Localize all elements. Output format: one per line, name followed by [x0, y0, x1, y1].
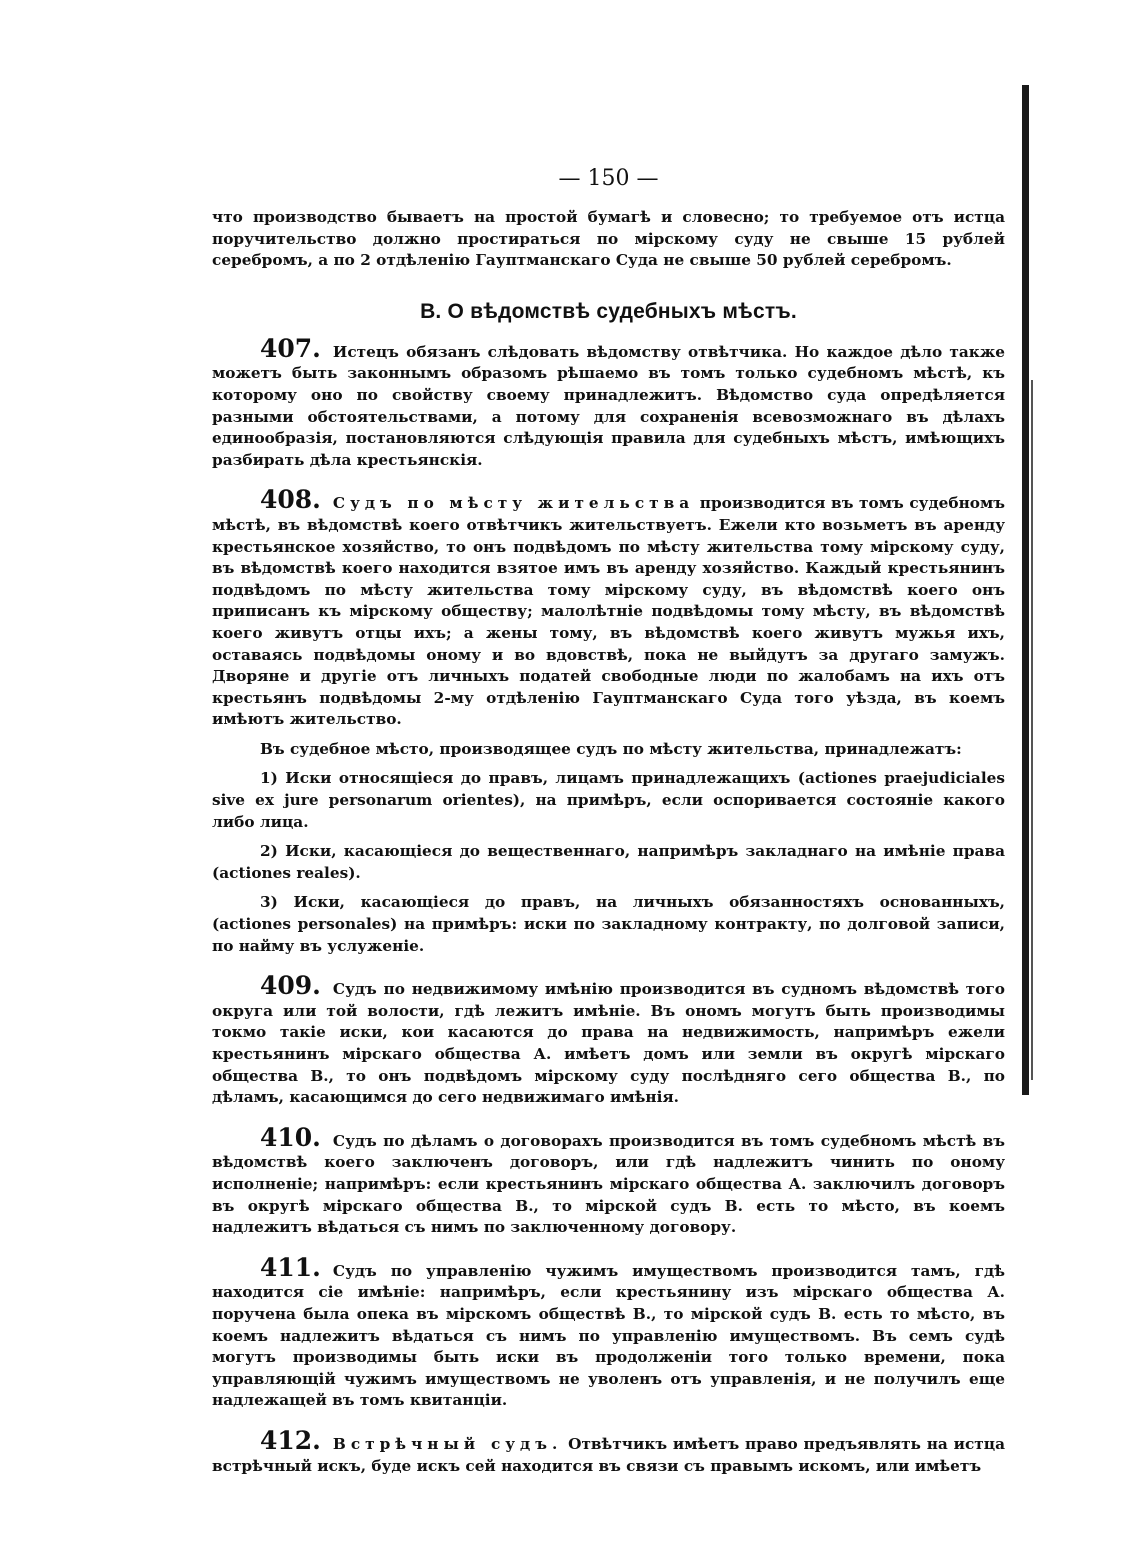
list-item: 3) Иски, касающіеся до правъ, на личныхъ обязанностяхъ основанныхъ, (actiones personales) на примѣръ: иски по закладному контракту, по долговой записи, по найму въ услуженіе.: [212, 893, 1005, 955]
page-edge-shadow: [1022, 85, 1029, 1095]
article-text: Судъ по управленію чужимъ имуществомъ производится тамъ, гдѣ находится сіе имѣніе: напримѣръ, если крестьянину изъ мірскаго общества А. поручена была опека въ мірскомъ обществѣ В., то мірской судъ В. есть то мѣсто, въ коемъ надлежитъ вѣдаться съ нимъ по управленію имуществомъ. Въ семъ судѣ могутъ производимы быть иски въ продолженіи того только времени, пока управляющій чужимъ имуществомъ не уволенъ отъ управленія, и не получилъ еще надлежащей въ томъ квитанціи.: [212, 1261, 1005, 1410]
article-number: 412.: [260, 1425, 321, 1455]
article-text: Судъ по недвижимому имѣнію производится въ судномъ вѣдомствѣ того округа или той волости, гдѣ лежитъ имѣніе. Въ ономъ могутъ быть производимы токмо такіе иски, кои касаются до права на недвижимость, напримѣръ ежели крестьянинъ мірскаго общества А. имѣетъ домъ или земли въ округѣ мірскаго общества В., то онъ подвѣдомъ мірскому суду послѣдняго сего общества В., по дѣламъ, касающимся до сего недвижимаго имѣнія.: [212, 980, 1005, 1107]
article-number: 408.: [260, 485, 321, 515]
article-title: Встрѣчный судъ.: [332, 1434, 563, 1453]
continuation-paragraph: что производство бываетъ на простой бумагѣ и словесно; то требуемое отъ истца поручительство должно простираться по мірскому суду не свыше 15 рублей серебромъ, а по 2 отдѣленію Гауптманскаго Суда не свыше 50 рублей серебромъ.: [212, 208, 1005, 270]
article-text: Судъ по дѣламъ о договорахъ производится въ томъ судебномъ мѣстѣ въ вѣдомствѣ коего заключенъ договоръ, или гдѣ надлежитъ чинить по оному исполненіе; напримѣръ: если крестьянинъ мірскаго общества А. заключилъ договоръ въ округѣ мірскаго общества В., то мірской судъ В. есть то мѣсто, въ коемъ надлежитъ вѣдаться съ нимъ по заключенному договору.: [212, 1131, 1005, 1237]
article-408: [212, 485, 1006, 957]
list-item: 2) Иски, касающіеся до вещественнаго, напримѣръ закладнаго на имѣніе права (actiones reales).: [212, 842, 1005, 882]
list-item: 1) Иски относящіеся до правъ, лицамъ принадлежащихъ (actiones praejudiciales sive ex jure personarum orientes), на примѣръ, если оспоривается состояніе какого либо лица.: [212, 769, 1005, 831]
article-text: производится въ томъ судебномъ мѣстѣ, въ вѣдомствѣ коего отвѣтчикъ жительствуетъ. Ежели кто возьметъ въ аренду крестьянское хозяйство, то онъ подвѣдомъ по мѣсту жительства тому мірскому суду, въ вѣдомствѣ коего находится взятое имъ въ аренду хозяйство. Каждый крестьянинъ подвѣдомъ по мѣсту жительства тому мірскому суду, въ вѣдомствѣ коего онъ приписанъ къ мірскому обществу; малолѣтніе подвѣдомы тому мѣсту, въ вѣдомствѣ коего живутъ отцы ихъ; а жены тому, въ вѣдомствѣ коего живутъ мужья ихъ, оставаясь подвѣдомы оному и во вдовствѣ, пока не выйдутъ за другаго замужъ. Дворяне и другіе отъ личныхъ податей свободные люди по жалобамъ на ихъ отъ крестьянъ подвѣдомы 2-му отдѣленію Гауптманскаго Суда того уѣзда, въ коемъ имѣютъ жительство.: [212, 494, 1006, 729]
article-lead: Въ судебное мѣсто, производящее судъ по мѣсту жительства, принадлежатъ:: [260, 739, 962, 758]
article-text: Отвѣтчикъ имѣетъ право предъявлять на истца встрѣчный искъ, буде искъ сей находится въ связи съ правымъ искомъ, или имѣетъ: [212, 1434, 1005, 1475]
article-407: [212, 333, 1005, 472]
page-edge-shadow-thin: [1031, 380, 1033, 1080]
article-number: 411.: [260, 1252, 321, 1282]
article-number: 409.: [260, 971, 321, 1001]
article-410: [212, 1122, 1005, 1239]
article-title: Судъ по мѣсту жительства: [332, 494, 695, 513]
document-page: [212, 166, 1005, 1495]
article-text: Истецъ обязанъ слѣдовать вѣдомству отвѣтчика. Но каждое дѣло также можетъ быть законнымъ образомъ рѣшаемо въ томъ только судебномъ мѣстѣ, къ которому оно по свойству своему принадлежитъ. Вѣдомство суда опредѣляется разными обстоятельствами, а потому для сохраненія всевозможнаго въ дѣлахъ единообразія, постановляются слѣдующія правила для судебныхъ мѣстъ, имѣющихъ разбирать дѣла крестьянскія.: [212, 342, 1005, 469]
article-411: [212, 1252, 1005, 1412]
article-412: [212, 1425, 1005, 1477]
page-number: — 150 —: [558, 166, 659, 191]
article-number: 407.: [260, 333, 321, 363]
article-409: [212, 971, 1005, 1109]
article-number: 410.: [260, 1122, 321, 1152]
section-title: В. О вѣдомствѣ судебныхъ мѣстъ.: [420, 299, 797, 323]
